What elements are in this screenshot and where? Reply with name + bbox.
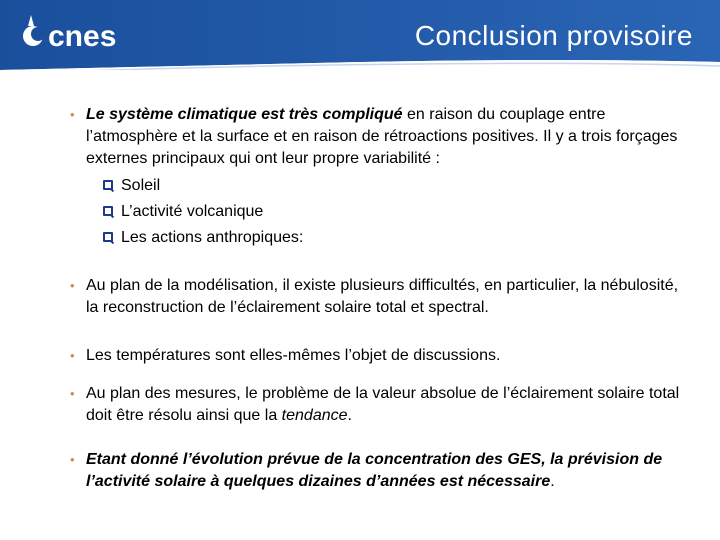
checkbox-square-icon [103, 180, 113, 190]
bullet-1 [70, 104, 692, 251]
bullet-2 [70, 275, 692, 319]
checkbox-square-icon [103, 232, 113, 242]
bullet-4-italic: tendance [281, 407, 348, 424]
bullet-dot: • [70, 452, 75, 467]
list-item [103, 225, 692, 251]
bullet-dot: • [70, 107, 75, 122]
slide-content [70, 104, 692, 493]
bullet-3-text: Les températures sont elles-mêmes l’objet de discussions. [86, 347, 501, 364]
list-item [103, 173, 692, 199]
list-item-label: Les actions anthropiques: [121, 229, 304, 246]
list-item-label: Soleil [121, 177, 161, 194]
bullet-5-emphasis: Etant donné l’évolution prévue de la concentration des GES, la prévision de l’activité solaire à quelques dizaines d’années est nécessaire [86, 451, 663, 490]
bullet-5-end: . [550, 473, 555, 490]
page-title: Conclusion provisoire [414, 20, 693, 51]
cnes-logo-icon [20, 12, 132, 52]
bullet-4-end: . [347, 407, 352, 424]
bullet-5 [70, 449, 692, 493]
bullet-1-sublist [86, 173, 692, 251]
list-item-label: L’activité volcanique [121, 203, 264, 220]
bullet-4 [70, 383, 692, 427]
bullet-1-emphasis: Le système climatique est très compliqué [86, 106, 403, 123]
bullet-3 [70, 345, 692, 367]
bullet-dot: • [70, 278, 75, 293]
bullet-dot: • [70, 386, 75, 401]
bullet-dot: • [70, 348, 75, 363]
bullet-4-text: Au plan des mesures, le problème de la valeur absolue de l’éclairement solaire total doit être résolu ainsi que la [86, 385, 680, 424]
bullet-1-text: en raison du couplage entre l’atmosphère et la surface et en raison de rétroactions positives. Il y a trois forçages externes principaux qui ont leur propre variabilité : [86, 106, 678, 167]
bullet-2-text: Au plan de la modélisation, il existe plusieurs difficultés, en particulier, la nébulosité, la reconstruction de l’éclairement solaire total et spectral. [86, 277, 679, 316]
logo-wordmark: cnes [48, 20, 117, 52]
cnes-logo [20, 12, 132, 52]
header-band [0, 0, 720, 70]
list-item [103, 199, 692, 225]
checkbox-square-icon [103, 206, 113, 216]
